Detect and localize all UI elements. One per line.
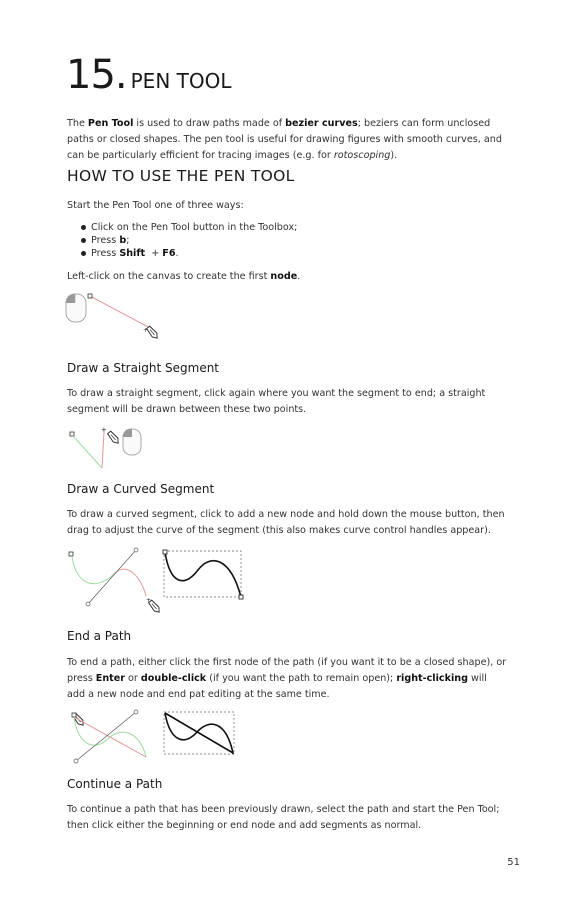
svg-text:+: + (146, 597, 152, 604)
drawn-curve (72, 556, 114, 584)
heading-straight-segment: Draw a Straight Segment (67, 361, 220, 375)
rubber-band-segment (90, 296, 150, 328)
chapter-number: 15. (66, 52, 127, 98)
result-bounding-box (164, 551, 241, 597)
node-square-icon (72, 713, 76, 717)
drawn-segment (73, 436, 102, 468)
svg-text:+: + (143, 327, 149, 334)
chapter-name: PEN TOOL (130, 69, 232, 93)
bezier-term: bezier curves (285, 118, 358, 129)
left-click-text: Left-click on the canvas to create the first node. (67, 271, 301, 282)
node-square-icon (70, 432, 74, 436)
result-path (165, 552, 241, 597)
control-handle (88, 550, 136, 604)
straight-segment-text: To draw a straight segment, click again where you want the segment to end; a straight segment will be drawn between these two points. (67, 388, 486, 415)
list-item: Press Shift + F6. (67, 247, 507, 260)
figure-end-path (66, 707, 246, 767)
chapter-title (66, 52, 231, 98)
continue-path-text: To continue a path that has been previously drawn, select the path and start the Pen Tool; then click either the beginning or end node and add segments as normal. (67, 804, 500, 831)
result-path (165, 713, 233, 753)
page-number: 51 (507, 857, 520, 868)
heading-curved-segment: Draw a Curved Segment (67, 482, 215, 496)
svg-text:+: + (101, 426, 107, 434)
start-methods-list (67, 221, 507, 260)
heading-end-path: End a Path (67, 629, 132, 643)
rotoscoping-term: rotoscoping (333, 150, 391, 161)
control-handle (76, 712, 136, 761)
section-heading-how-to: HOW TO USE THE PEN TOOL (67, 167, 295, 185)
mouse-left-button-icon (66, 294, 86, 322)
figure-curved-segment (66, 546, 246, 618)
rubber-band-segment (102, 432, 104, 468)
pen-cursor-icon (107, 430, 121, 445)
heading-continue-path: Continue a Path (67, 777, 163, 791)
list-item: Press b; (67, 234, 507, 247)
rubber-band-curve (114, 569, 146, 596)
how-to-lead: Start the Pen Tool one of three ways: (67, 200, 244, 211)
mouse-left-button-icon (123, 429, 141, 455)
figure-first-node (60, 288, 180, 346)
figure-straight-segment (66, 424, 156, 474)
pen-tool-term: Pen Tool (87, 118, 134, 129)
end-path-text: To end a path, either click the first node of the path (if you want it to be a closed shape), or press Enter or double-click (if you want the path to remain open); right-clicking will add a new node and end pat editing at the same time. (67, 657, 507, 700)
curved-segment-text: To draw a curved segment, click to add a new node and hold down the mouse button, then drag to adjust the curve of the segment (this also makes curve control handles appear). (67, 509, 505, 536)
list-item: Click on the Pen Tool button in the Toolbox; (67, 221, 507, 234)
node-square-icon (88, 294, 92, 298)
intro-paragraph: The Pen Tool is used to draw paths made of bezier curves; beziers can form unclosed paths or closed shapes. The pen tool is useful for drawing figures with smooth curves, and can be particularly efficient for tracing images (e.g. for rotoscoping). (67, 118, 502, 161)
node-square-icon (69, 552, 73, 556)
